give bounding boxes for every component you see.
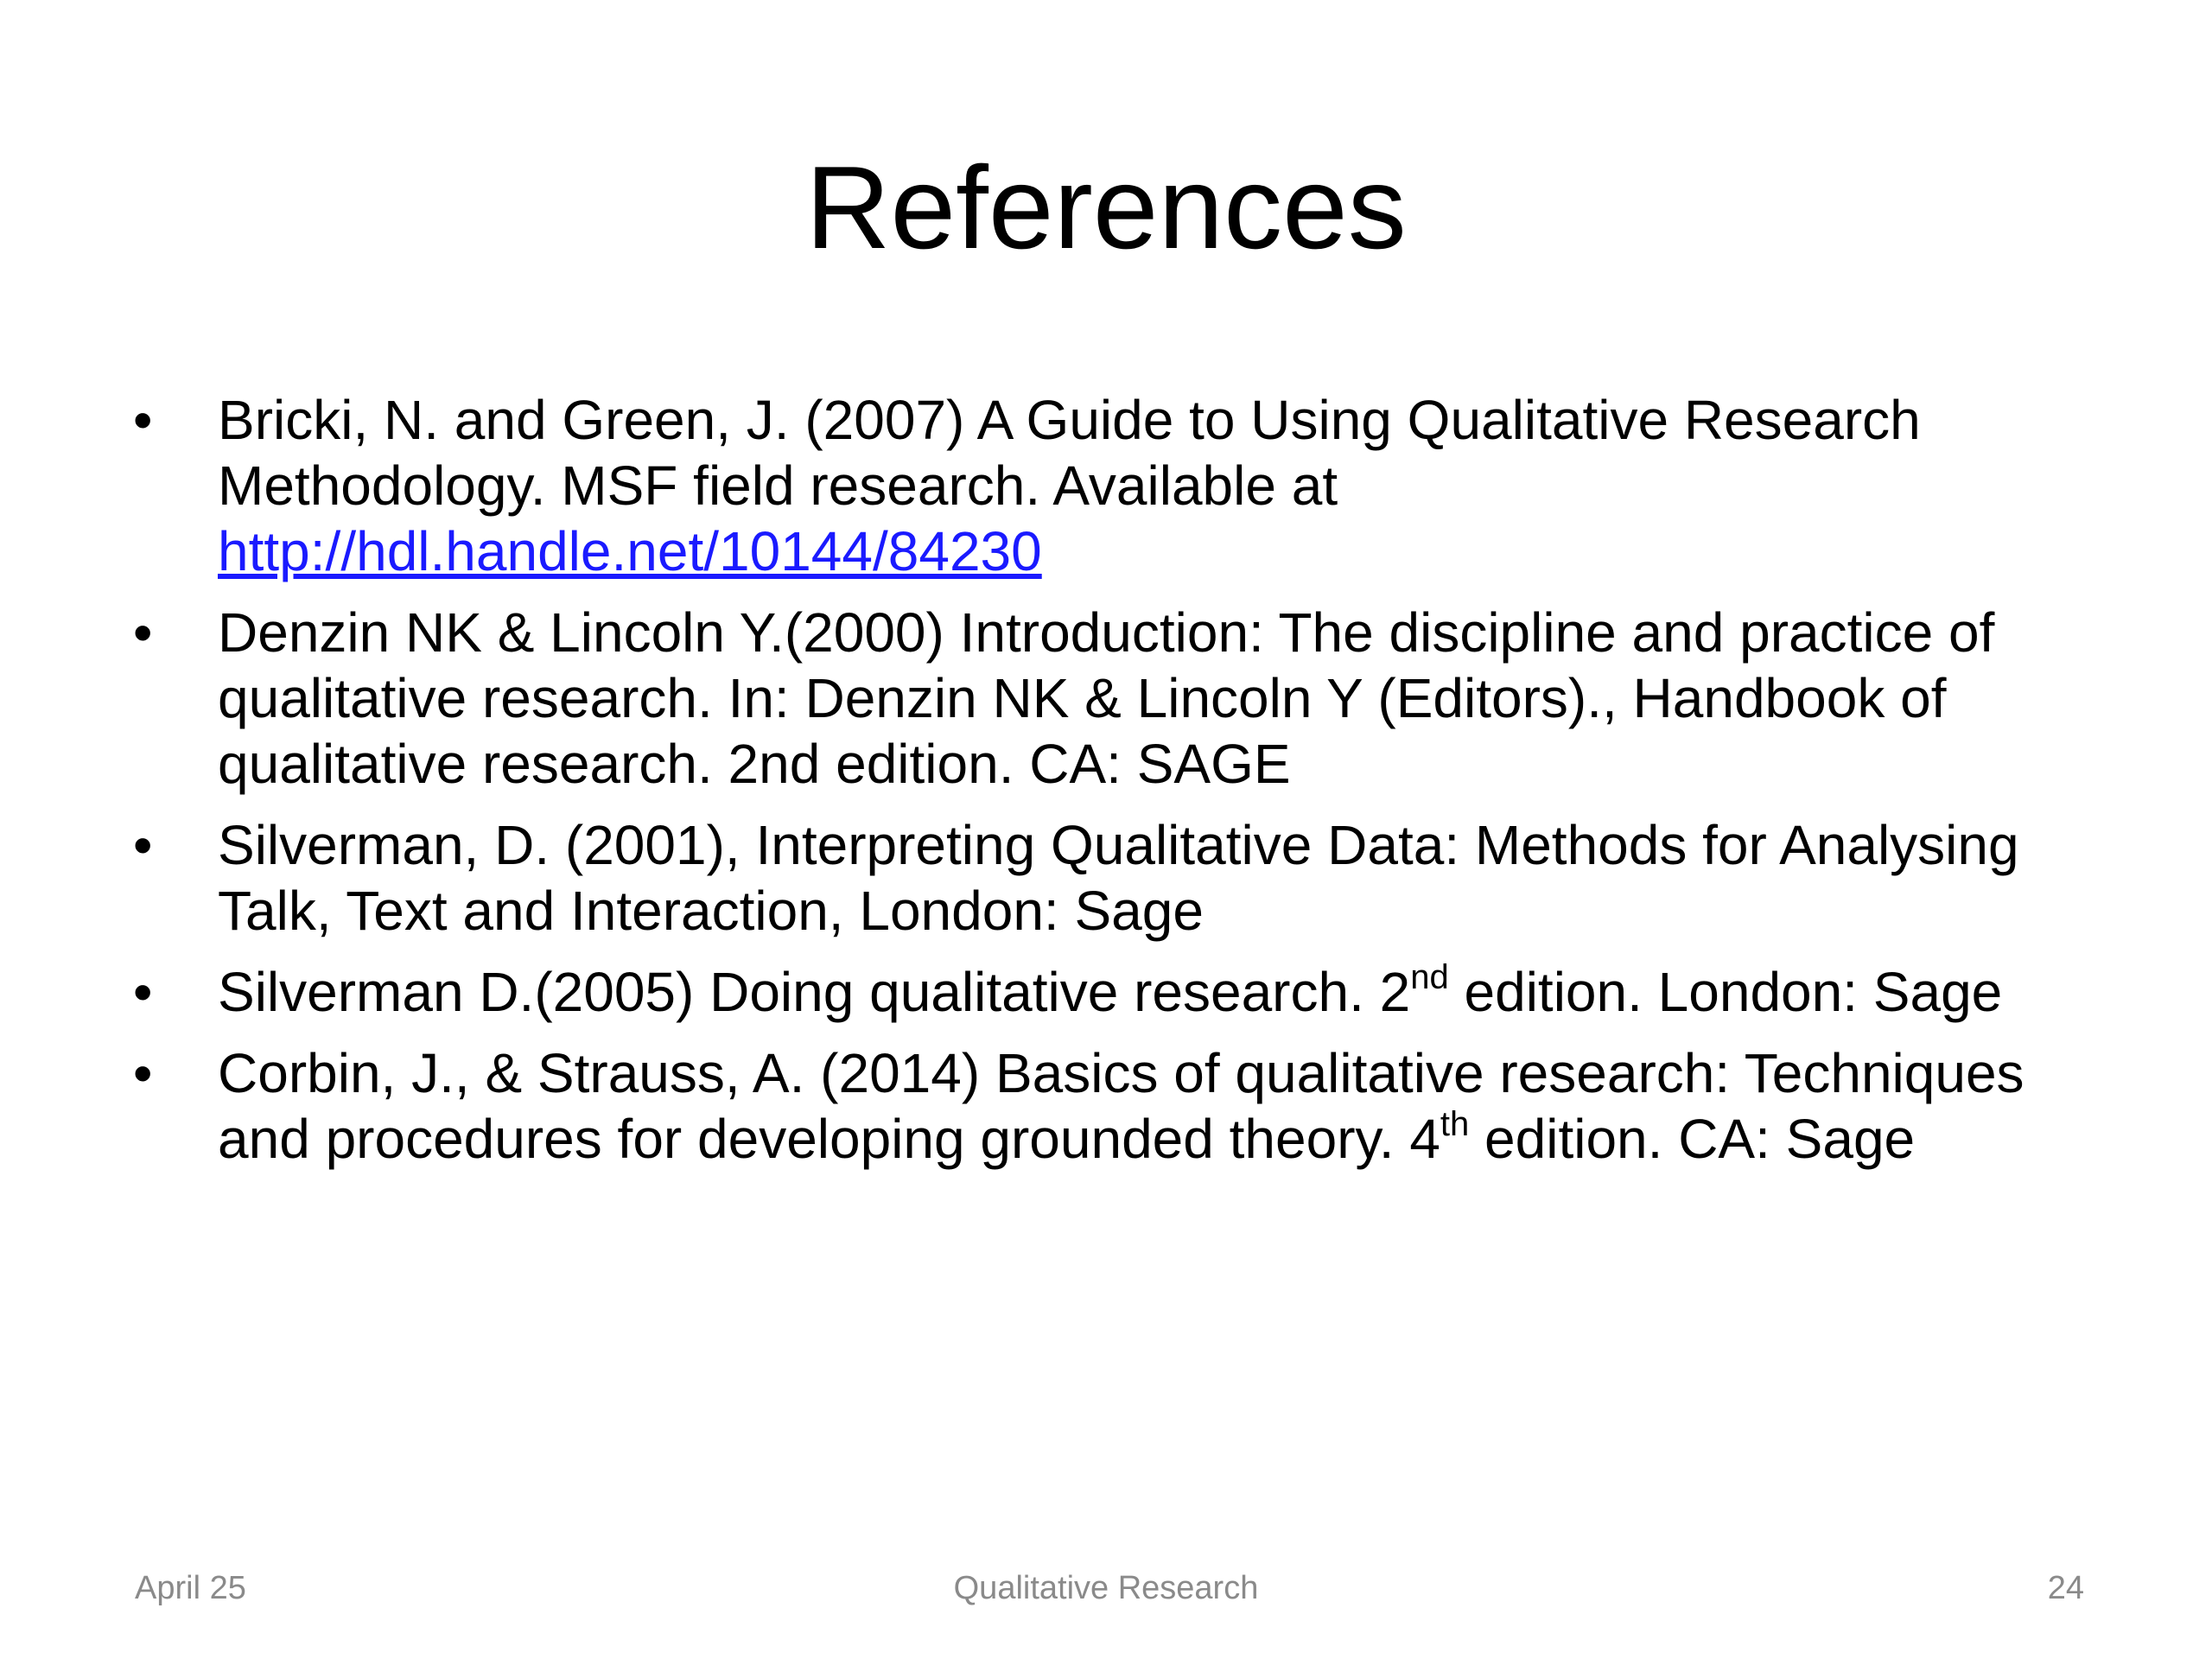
- reference-item-corbin: [121, 1040, 2126, 1172]
- bullet-icon: •: [133, 601, 153, 664]
- footer-date: April 25: [135, 1570, 246, 1606]
- reference-list: [121, 387, 2126, 1187]
- ordinal-superscript: th: [1440, 1105, 1470, 1143]
- reference-text-continued: edition. London: Sage: [1448, 961, 2003, 1023]
- footer-page-number: 24: [2047, 1570, 2084, 1606]
- reference-text: Silverman, D. (2001), Interpreting Qualitative Data: Methods for Analysing Talk, Text and Interaction, London: Sage: [218, 814, 2019, 942]
- reference-item-silverman-2005: [121, 959, 2126, 1025]
- bullet-icon: •: [133, 814, 153, 876]
- bullet-icon: •: [133, 1042, 153, 1104]
- reference-item-bricki: [121, 387, 2126, 584]
- reference-text: Corbin, J., & Strauss, A. (2014) Basics of qualitative research: Techniques and procedures for developing grounded theory. 4: [218, 1042, 2024, 1170]
- bullet-icon: •: [133, 961, 153, 1023]
- reference-text: Bricki, N. and Green, J. (2007) A Guide to Using Qualitative Research Methodology. MSF field research. Available at: [218, 389, 1921, 517]
- reference-text: Silverman D.(2005) Doing qualitative research. 2: [218, 961, 1411, 1023]
- reference-link[interactable]: http://hdl.handle.net/10144/84230: [218, 520, 1042, 582]
- reference-text-continued: edition. CA: Sage: [1469, 1108, 1916, 1170]
- reference-text: Denzin NK & Lincoln Y.(2000) Introduction: The discipline and practice of qualitative research. In: Denzin NK & Lincoln Y (Editors)., Handbook of qualitative research. 2nd edition. CA: SAGE: [218, 601, 1995, 795]
- ordinal-superscript: nd: [1410, 958, 1449, 996]
- bullet-icon: •: [133, 389, 153, 451]
- reference-item-denzin: [121, 600, 2126, 797]
- slide-title: References: [805, 142, 1407, 273]
- slide-footer: [0, 1567, 2212, 1609]
- footer-title: Qualitative Research: [953, 1570, 1259, 1606]
- reference-item-silverman-2001: [121, 812, 2126, 944]
